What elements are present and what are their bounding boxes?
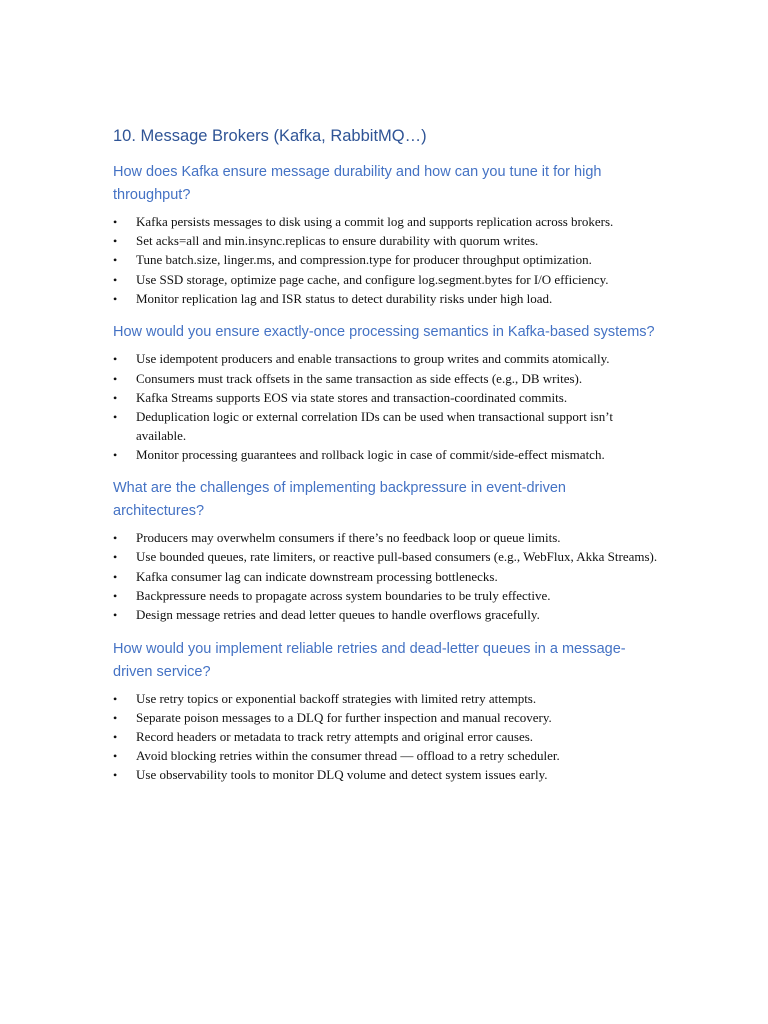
bullet-list: [113, 529, 658, 624]
bullet-icon: •: [113, 215, 118, 229]
bullet-icon: •: [113, 710, 118, 725]
section-heading: How would you implement reliable retries and dead-letter queues in a message-driven service?: [113, 640, 626, 680]
section-heading: How would you ensure exactly-once processing semantics in Kafka-based systems?: [113, 324, 655, 341]
bullet-item: [113, 587, 658, 606]
bullet-text: Backpressure needs to propagate across system boundaries to be truly effective.: [136, 587, 551, 603]
bullet-text: Kafka consumer lag can indicate downstream processing bottlenecks.: [136, 568, 498, 584]
bullet-item: [113, 408, 658, 445]
bullet-icon: •: [113, 730, 118, 744]
bullet-text: Kafka Streams supports EOS via state stores and transaction-coordinated commits.: [136, 389, 568, 405]
bullet-icon: •: [113, 588, 118, 603]
bullet-item: [113, 446, 658, 465]
bullet-icon: •: [113, 291, 118, 306]
bullet-icon: •: [113, 749, 118, 764]
bullet-item: [113, 271, 658, 290]
bullet-item: [113, 370, 658, 389]
bullet-icon: •: [113, 253, 118, 268]
bullet-item: [113, 350, 658, 369]
bullet-item: [113, 690, 658, 709]
bullet-icon: •: [113, 234, 118, 249]
bullet-text: Record headers or metadata to track retry attempts and original error causes.: [136, 729, 534, 744]
bullet-item: [113, 548, 658, 567]
bullet-text: Monitor replication lag and ISR status to detect durability risks under high load.: [136, 290, 553, 306]
bullet-icon: •: [113, 352, 118, 367]
bullet-text: Consumers must track offsets in the same transaction as side effects (e.g., DB writes).: [136, 370, 583, 386]
bullet-text: Use bounded queues, rate limiters, or reactive pull-based consumers (e.g., WebFlux, Akka Streams).: [136, 549, 658, 565]
bullet-text: Use idempotent producers and enable transactions to group writes and commits atomically.: [136, 351, 610, 367]
bullet-icon: •: [113, 550, 118, 565]
bullet-text: Design message retries and dead letter queues to handle overflows gracefully.: [136, 607, 540, 623]
bullet-text: Use observability tools to monitor DLQ volume and detect system issues early.: [136, 767, 548, 783]
bullet-item: [113, 728, 658, 747]
bullet-text: Producers may overwhelm consumers if there’s no feedback loop or queue limits.: [136, 530, 561, 546]
bullet-list: [113, 213, 658, 308]
bullet-item: [113, 389, 658, 408]
bullet-item: [113, 529, 658, 548]
bullet-icon: •: [113, 531, 118, 546]
bullet-text: Tune batch.size, linger.ms, and compression.type for producer throughput optimization.: [136, 252, 592, 268]
bullet-icon: •: [113, 608, 118, 623]
bullet-list: [113, 350, 658, 464]
bullet-text: Deduplication logic or external correlation IDs can be used when transactional support isn’t available.: [136, 408, 614, 443]
bullet-text: Use retry topics or exponential backoff strategies with limited retry attempts.: [136, 690, 537, 706]
section-heading: How does Kafka ensure message durability and how can you tune it for high throughput?: [113, 164, 602, 203]
bullet-icon: •: [113, 390, 118, 405]
bullet-icon: •: [113, 569, 118, 584]
bullet-text: Monitor processing guarantees and rollback logic in case of commit/side-effect mismatch.: [136, 446, 605, 462]
bullet-item: [113, 290, 658, 309]
bullet-item: [113, 568, 658, 587]
bullet-item: [113, 747, 658, 766]
bullet-icon: •: [113, 371, 118, 386]
bullet-text: Separate poison messages to a DLQ for further inspection and manual recovery.: [136, 709, 552, 725]
document-content: [113, 124, 658, 798]
bullet-item: [113, 213, 658, 232]
bullet-item: [113, 251, 658, 270]
bullet-item: [113, 232, 658, 251]
bullet-icon: •: [113, 768, 118, 783]
bullet-item: [113, 766, 658, 785]
bullet-icon: •: [113, 409, 118, 424]
bullet-text: Set acks=all and min.insync.replicas to ensure durability with quorum writes.: [136, 233, 539, 249]
document-title: 10. Message Brokers (Kafka, RabbitMQ…): [113, 127, 427, 145]
bullet-icon: •: [113, 447, 118, 462]
bullet-item: [113, 606, 658, 625]
bullet-list: [113, 690, 658, 785]
section-heading: What are the challenges of implementing backpressure in event-driven architectures?: [113, 480, 566, 520]
bullet-text: Use SSD storage, optimize page cache, and configure log.segment.bytes for I/O efficiency.: [136, 271, 609, 287]
bullet-text: Avoid blocking retries within the consumer thread — offload to a retry scheduler.: [136, 748, 560, 764]
bullet-icon: •: [113, 691, 118, 706]
bullet-item: [113, 709, 658, 728]
bullet-icon: •: [113, 272, 118, 287]
bullet-text: Kafka persists messages to disk using a commit log and supports replication across brokers.: [136, 214, 614, 229]
